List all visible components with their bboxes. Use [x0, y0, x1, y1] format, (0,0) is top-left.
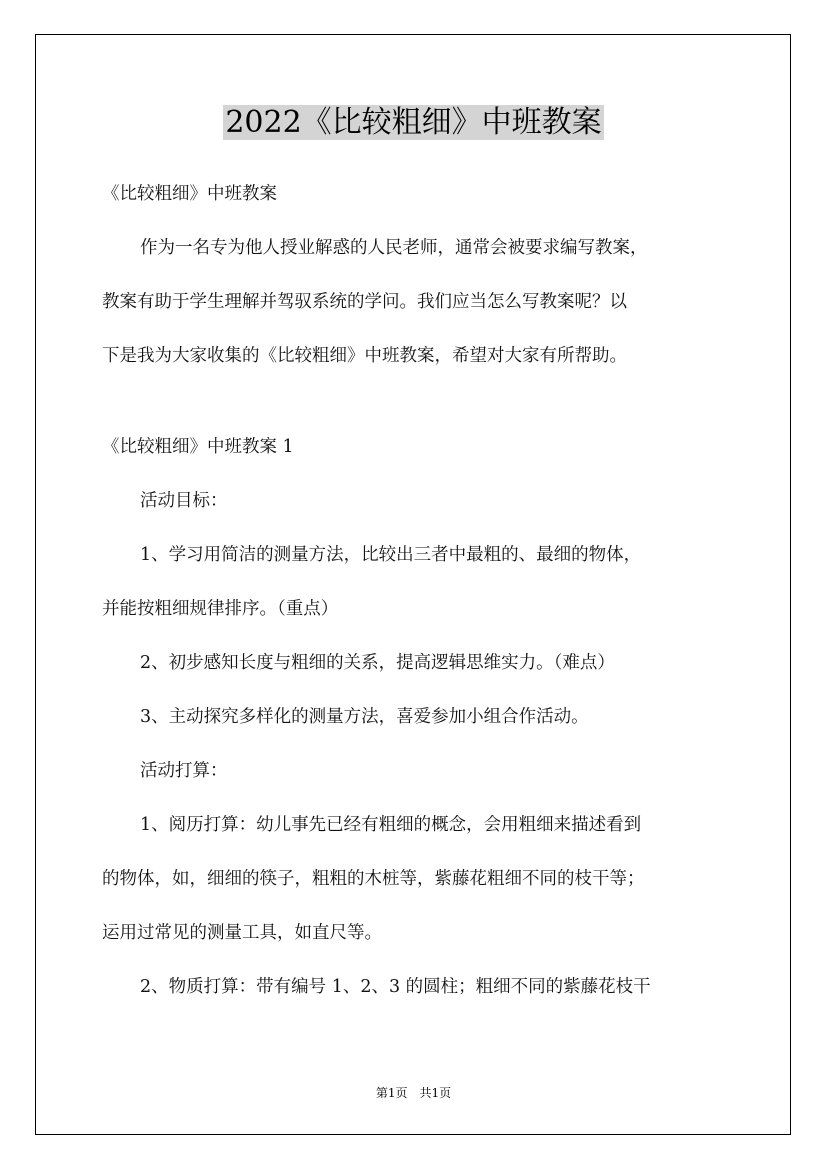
prep-item-1-cont: 运用过常见的测量工具，如直尺等。	[102, 923, 382, 943]
goal-item-1: 1、学习用简洁的测量方法，比较出三者中最粗的、最细的物体，	[140, 545, 642, 565]
prep-item-1: 1、阅历打算：幼儿事先已经有粗细的概念，会用粗细来描述看到	[140, 815, 642, 835]
goal-item-1-cont: 并能按粗细规律排序。（重点）	[102, 599, 339, 619]
intro-line: 下是我为大家收集的《比较粗细》中班教案，希望对大家有所帮助。	[102, 346, 627, 366]
intro-line: 作为一名专为他人授业解惑的人民老师，通常会被要求编写教案，	[140, 238, 648, 258]
document-subtitle: 《比较粗细》中班教案	[102, 184, 277, 204]
document-body	[102, 172, 742, 1019]
document-title	[0, 101, 827, 145]
activity-prep-heading: 活动打算：	[140, 761, 228, 781]
activity-goals-heading: 活动目标：	[140, 491, 228, 511]
prep-item-2: 2、物质打算：带有编号 1、2、3 的圆柱；粗细不同的紫藤花枝干	[140, 977, 651, 997]
goal-item-3: 3、主动探究多样化的测量方法，喜爱参加小组合作活动。	[140, 707, 589, 727]
prep-item-1-cont: 的物体，如，细细的筷子，粗粗的木桩等，紫藤花粗细不同的枝干等；	[102, 869, 645, 889]
paragraph-gap	[102, 388, 742, 425]
document-title-text: 2022《比较粗细》中班教案	[225, 105, 602, 140]
section-heading: 《比较粗细》中班教案 1	[102, 437, 294, 457]
goal-item-2: 2、初步感知长度与粗细的关系，提高逻辑思维实力。（难点）	[140, 653, 615, 673]
intro-line: 教案有助于学生理解并驾驭系统的学问。我们应当怎么写教案呢？以	[102, 292, 627, 312]
page-footer: 第1页 共1页	[375, 1086, 452, 1100]
